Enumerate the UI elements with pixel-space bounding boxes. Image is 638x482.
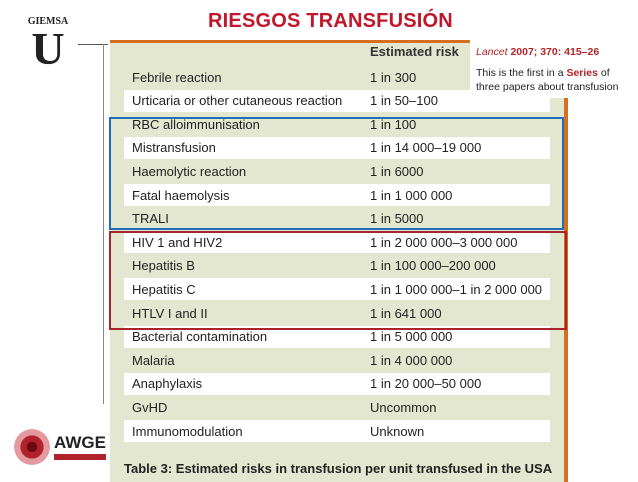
row-risk: 1 in 4 000 000: [370, 352, 453, 368]
row-risk: 1 in 1 000 000: [370, 187, 453, 203]
citation-detail: 2007; 370: 415–26: [507, 46, 600, 58]
row-risk: 1 in 5000: [370, 211, 424, 227]
giemsa-logo-letter: U: [31, 23, 65, 74]
row-condition: Anaphylaxis: [132, 376, 203, 392]
table-caption: Table 3: Estimated risks in transfusion per unit transfused in the USA: [124, 461, 553, 476]
table-row: [124, 349, 550, 371]
row-risk: Uncommon: [370, 399, 437, 415]
row-condition: Malaria: [132, 352, 175, 368]
row-condition: Febrile reaction: [132, 69, 222, 85]
awge-logo: [14, 425, 110, 469]
highlight-box-blue: [109, 117, 564, 230]
row-risk: 1 in 50–100: [370, 93, 438, 109]
row-risk: 1 in 300: [370, 69, 417, 85]
note-series: Series: [566, 67, 598, 79]
note-pre: This is the first in a: [476, 67, 567, 79]
row-condition: Urticaria or other cutaneous reaction: [132, 93, 343, 109]
row-risk: 1 in 5 000 000: [370, 329, 453, 345]
row-risk: 1 in 2 000 000–3 000 000: [370, 234, 518, 250]
awge-emblem-icon: [14, 429, 50, 465]
vertical-divider: [103, 44, 104, 404]
highlight-box-red: [109, 231, 567, 330]
table-row: [124, 396, 550, 418]
row-condition: TRALI: [132, 211, 169, 227]
row-condition: Hepatitis B: [132, 258, 195, 274]
row-condition: Hepatitis C: [132, 281, 196, 297]
row-risk: 1 in 14 000–19 000: [370, 140, 482, 156]
row-risk: 1 in 1 000 000–1 in 2 000 000: [370, 281, 543, 297]
row-risk: 1 in 100: [370, 116, 417, 132]
row-condition: Mistransfusion: [132, 140, 216, 156]
row-condition: Fatal haemolysis: [132, 187, 230, 203]
awge-logo-text: AWGE: [54, 433, 106, 452]
reference-citation: [476, 46, 599, 58]
row-risk: 1 in 6000: [370, 163, 424, 179]
row-condition: Immunomodulation: [132, 423, 243, 439]
citation-source: Lancet: [476, 46, 508, 58]
note-post: of three papers about transfusion: [476, 67, 619, 93]
row-condition: HIV 1 and HIV2: [132, 234, 223, 250]
reference-note: [476, 66, 634, 94]
row-risk: Unknown: [370, 423, 425, 439]
table-row: [124, 420, 550, 442]
giemsa-logo-text: GIEMSA: [27, 16, 69, 27]
row-condition: Haemolytic reaction: [132, 163, 247, 179]
row-risk: 1 in 100 000–200 000: [370, 258, 496, 274]
row-condition: HTLV I and II: [132, 305, 208, 321]
awge-logo-bar: [54, 454, 106, 460]
giemsa-logo: [20, 16, 76, 72]
row-risk: 1 in 641 000: [370, 305, 442, 321]
row-condition: Bacterial contamination: [132, 329, 268, 345]
row-condition: GvHD: [132, 399, 168, 415]
column-header-risk: Estimated risk: [370, 44, 459, 59]
row-risk: 1 in 20 000–50 000: [370, 376, 482, 392]
slide-title: RIESGOS TRANSFUSIÓN: [208, 10, 453, 32]
row-condition: RBC alloimmunisation: [132, 116, 260, 132]
table-row: [124, 373, 550, 395]
